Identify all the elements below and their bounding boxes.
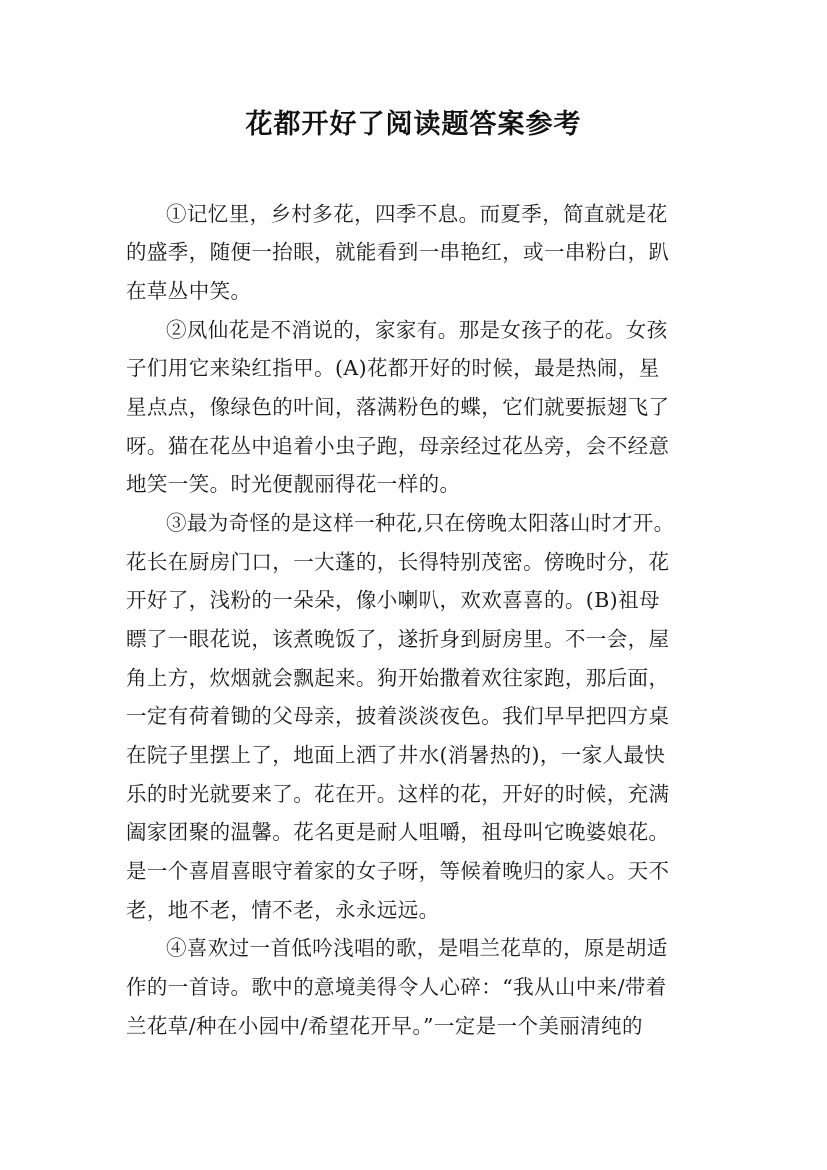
paragraph-3-line-8: 乐的时光就要来了。花在开。这样的花，开好的时候，充满 — [126, 782, 670, 806]
paragraph-4-line-1: ④喜欢过一首低吟浅唱的歌，是唱兰花草的，原是胡适 — [166, 936, 668, 960]
paragraph-2-line-5: 地笑一笑。时光便靓丽得花一样的。 — [126, 472, 461, 496]
paragraph-3-line-3: 开好了，浅粉的一朵朵，像小喇叭，欢欢喜喜的。(B)祖母 — [126, 588, 660, 612]
paragraph-3-line-4: 瞟了一眼花说，该煮晚饭了，遂折身到厨房里。不一会，屋 — [126, 627, 670, 651]
paragraph-2-line-2: 子们用它来染红指甲。(A)花都开好的时候，最是热闹，星 — [126, 356, 660, 380]
paragraph-3-line-7: 在院子里摆上了，地面上洒了井水(消暑热的)，一家人最快 — [126, 743, 666, 767]
paragraph-3-line-6: 一定有荷着锄的父母亲，披着淡淡夜色。我们早早把四方桌 — [126, 704, 670, 728]
paragraph-3-line-9: 阖家团聚的温馨。花名更是耐人咀嚼，祖母叫它晚婆娘花。 — [126, 820, 670, 844]
paragraph-2-line-1: ②凤仙花是不消说的，家家有。那是女孩子的花。女孩 — [166, 318, 668, 342]
paragraph-3-line-5: 角上方，炊烟就会飘起来。狗开始撒着欢往家跑，那后面， — [126, 666, 670, 690]
paragraph-3-line-2: 花长在厨房门口，一大蓬的，长得特别茂密。傍晚时分，花 — [126, 550, 670, 574]
paragraph-1-line-2: 的盛季，随便一抬眼，就能看到一串艳红，或一串粉白，趴 — [126, 240, 670, 264]
paragraph-3-line-1: ③最为奇怪的是这样一种花,只在傍晚太阳落山时才开。 — [166, 511, 675, 535]
document-title: 花都开好了阅读题答案参考 — [245, 109, 582, 140]
paragraph-4-line-2: 作的一首诗。歌中的意境美得令人心碎：“我从山中来/带着 — [126, 975, 667, 999]
paragraph-2-line-3: 星点点，像绿色的叶间，落满粉色的蝶，它们就要振翅飞了 — [126, 395, 670, 419]
paragraph-2-line-4: 呀。猫在花丛中追着小虫子跑，母亲经过花丛旁，会不经意 — [126, 434, 670, 458]
paragraph-3-line-11: 老，地不老，情不老，永永远远。 — [126, 898, 440, 922]
paragraph-3-line-10: 是一个喜眉喜眼守着家的女子呀，等候着晚归的家人。天不 — [126, 859, 670, 883]
paragraph-4-line-3: 兰花草/种在小园中/希望花开早。”一定是一个美丽清纯的 — [126, 1014, 643, 1038]
paragraph-1-line-1: ①记忆里，乡村多花，四季不息。而夏季，简直就是花 — [166, 202, 668, 226]
paragraph-1-line-3: 在草丛中笑。 — [126, 279, 252, 303]
